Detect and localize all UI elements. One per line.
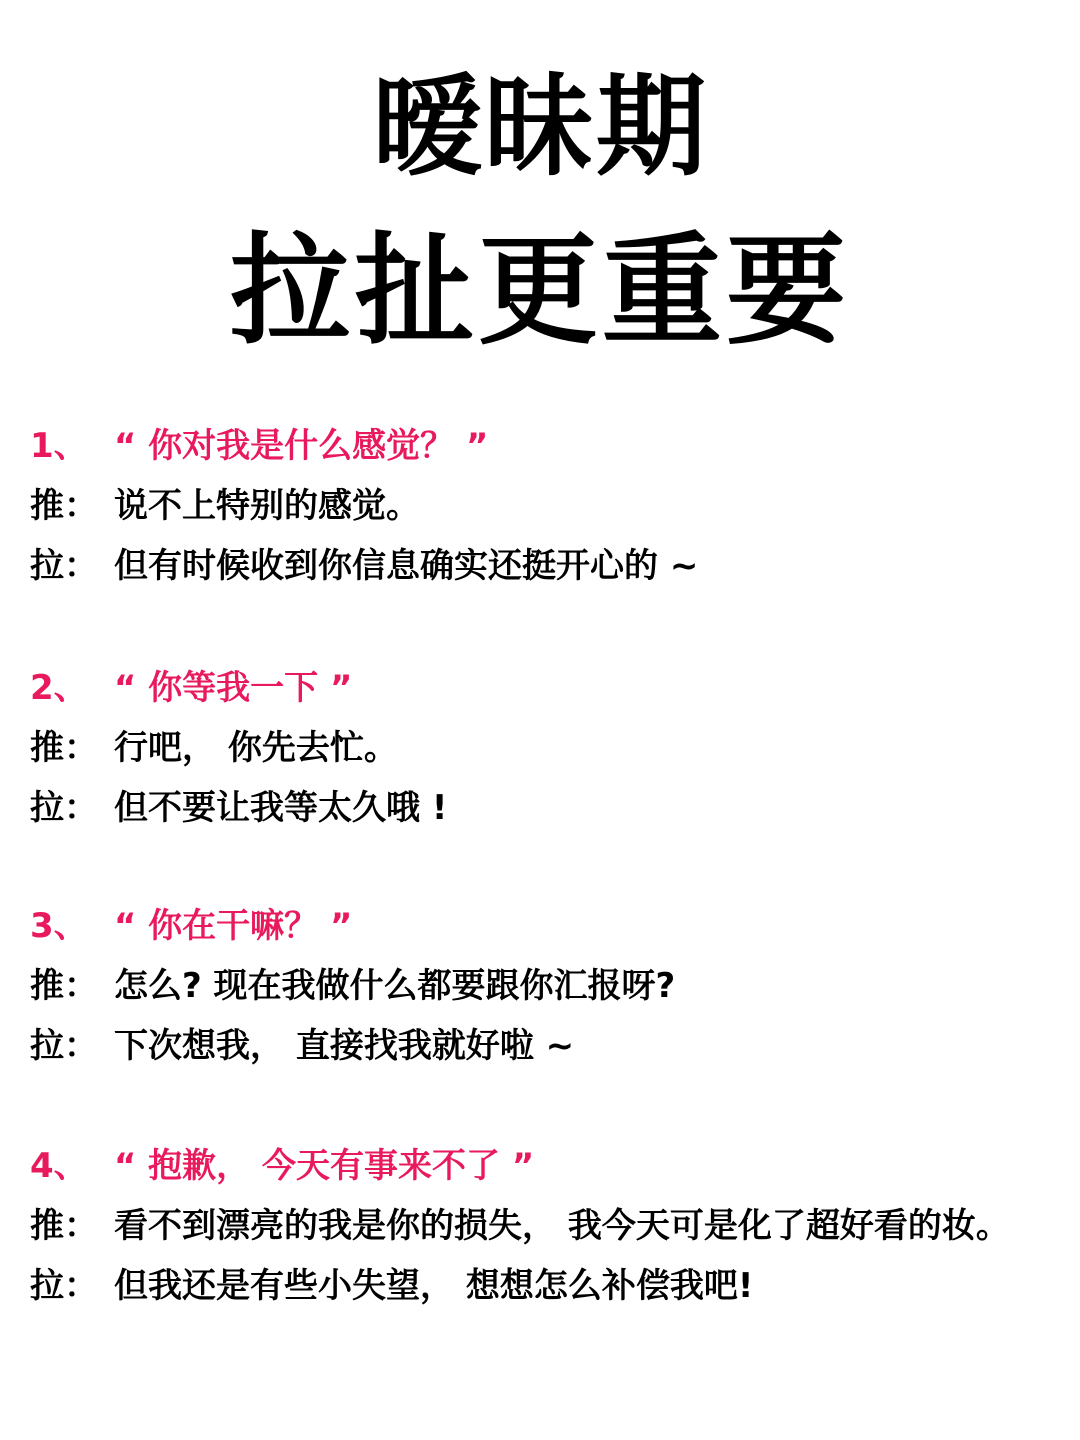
question-text: “ 你对我是什么感觉？ ” [114,425,489,466]
push-line [30,472,1060,532]
pull-line [30,532,1060,592]
item-number: 2、 [30,667,88,708]
item-number: 4、 [30,1145,88,1186]
push-text: 看不到漂亮的我是你的损失， 我今天可是化了超好看的妆。 [114,1205,1010,1246]
push-label: 推： [30,1205,98,1246]
push-label: 推： [30,485,98,526]
push-line [30,952,1060,1012]
item-number: 1、 [30,425,88,466]
dialogue-item-3 [30,892,1060,1072]
push-text: 说不上特别的感觉。 [114,485,420,526]
pull-label: 拉： [30,787,98,828]
push-line [30,1192,1060,1252]
dialogue-item-4 [30,1132,1060,1312]
pull-text: 但我还是有些小失望， 想想怎么补偿我吧! [114,1265,754,1306]
pull-text: 但不要让我等太久哦 ! [114,787,448,828]
push-label: 推： [30,965,98,1006]
dialogue-item-1 [30,412,1060,592]
question-line [30,1132,1060,1192]
dialogue-item-2 [30,654,1060,834]
page-title-line-2: 拉扯更重要 [230,222,850,361]
pull-line [30,1012,1060,1072]
push-text: 行吧， 你先去忙。 [114,727,398,768]
pull-text: 下次想我， 直接找我就好啦 ~ [114,1025,575,1066]
pull-line [30,774,1060,834]
pull-text: 但有时候收到你信息确实还挺开心的 ~ [114,545,699,586]
page-title-line-1: 暧昧期 [372,63,708,191]
question-text: “ 你在干嘛？ ” [114,905,353,946]
question-line [30,412,1060,472]
push-text: 怎么? 现在我做什么都要跟你汇报呀? [114,965,676,1006]
pull-line [30,1252,1060,1312]
question-line [30,892,1060,952]
question-text: “ 你等我一下 ” [114,667,353,708]
pull-label: 拉： [30,1265,98,1306]
question-text: “ 抱歉， 今天有事来不了 ” [114,1145,535,1186]
question-line [30,654,1060,714]
push-line [30,714,1060,774]
push-label: 推： [30,727,98,768]
item-number: 3、 [30,905,88,946]
pull-label: 拉： [30,545,98,586]
pull-label: 拉： [30,1025,98,1066]
